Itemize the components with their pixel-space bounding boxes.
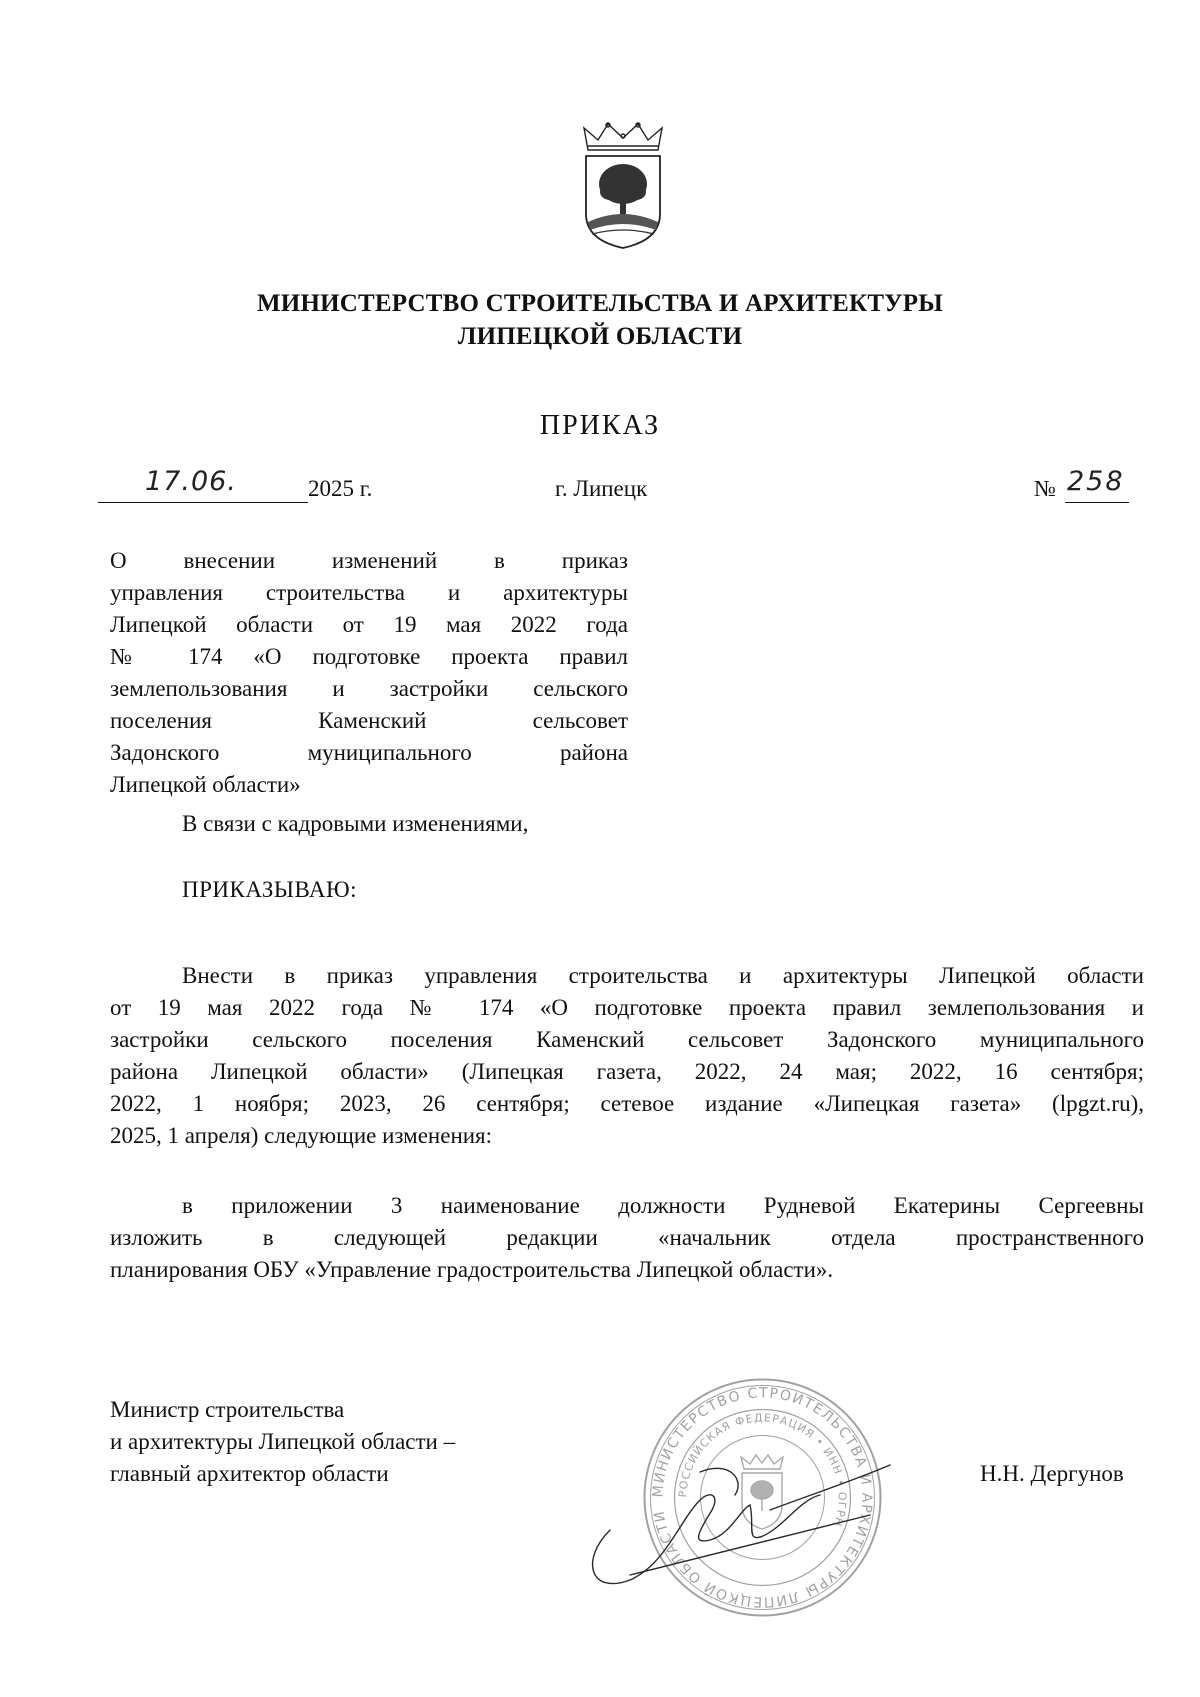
ministry-name-line2: ЛИПЕЦКОЙ ОБЛАСТИ: [457, 323, 743, 350]
body-paragraph-2: [110, 1190, 1144, 1286]
document-type: ПРИКАЗ: [539, 410, 661, 441]
date-underline: [98, 502, 308, 503]
subject-line: Задонского муниципального района: [110, 740, 628, 765]
subject-line: № 174 «О подготовке проекта правил: [110, 644, 628, 669]
svg-text:РОССИЙСКАЯ ФЕДЕРАЦИЯ • ИНН • О: РОССИЙСКАЯ ФЕДЕРАЦИЯ • ИНН • ОГРН: [676, 1411, 849, 1529]
signatory-title-line: Министр строительства: [110, 1397, 345, 1422]
order-word: ПРИКАЗЫВАЮ:: [182, 877, 358, 902]
body-line: 2022, 1 ноября; 2023, 26 сентября; сетевое издание «Липецкая газета» (lpgzt.ru),: [110, 1091, 1144, 1116]
subject-line: Липецкой области от 19 мая 2022 года: [110, 612, 628, 637]
signatory-name: Н.Н. Дергунов: [980, 1461, 1124, 1486]
body-line: изложить в следующей редакции «начальник отдела пространственного: [110, 1225, 1144, 1250]
basis-paragraph: В связи с кадровыми изменениями,: [182, 811, 529, 836]
number-label: №: [1034, 476, 1056, 501]
ministry-name-line1: МИНИСТЕРСТВО СТРОИТЕЛЬСТВА И АРХИТЕКТУРЫ: [257, 290, 943, 317]
handwritten-signature: [570, 1410, 900, 1600]
signatory-title-line: и архитектуры Липецкой области –: [110, 1429, 456, 1454]
body-line: 2025, 1 апреля) следующие изменения:: [110, 1123, 493, 1148]
handwritten-date: 17.06.: [145, 466, 237, 497]
body-line: от 19 мая 2022 года № 174 «О подготовке проекта правил землепользования и: [110, 995, 1144, 1020]
body-line: застройки сельского поселения Каменский сельсовет Задонского муниципального: [110, 1027, 1144, 1052]
body-line: района Липецкой области» (Липецкая газета, 2022, 24 мая; 2022, 16 сентября;: [110, 1059, 1144, 1084]
body-line: планирования ОБУ «Управление градостроительства Липецкой области».: [110, 1257, 834, 1282]
subject-line: землепользования и застройки сельского: [110, 676, 628, 701]
subject-line: Липецкой области»: [110, 772, 301, 797]
subject-line: О внесении изменений в приказ: [110, 548, 628, 573]
body-paragraph-1: [110, 960, 1144, 1152]
svg-text:МИНИСТЕРСТВО СТРОИТЕЛЬСТВА И А: МИНИСТЕРСТВО СТРОИТЕЛЬСТВА И АРХИТЕКТУРЫ ЛИПЕЦКОЙ ОБЛАСТИ: [650, 1385, 875, 1610]
signatory-title: [110, 1394, 455, 1490]
body-line: в приложении 3 наименование должности Рудневой Екатерины Сергеевны: [182, 1193, 1144, 1218]
body-line: Внести в приказ управления строительства и архитектуры Липецкой области: [182, 963, 1144, 988]
subject-line: поселения Каменский сельсовет: [110, 708, 628, 733]
subject-line: управления строительства и архитектуры: [110, 580, 628, 605]
handwritten-number: 258: [1067, 466, 1125, 497]
number-underline: [1065, 502, 1129, 503]
document-subject: [110, 545, 628, 801]
signatory-title-line: главный архитектор области: [110, 1461, 389, 1486]
lipetsk-coat-of-arms-icon: [580, 122, 666, 252]
document-city: г. Липецк: [555, 476, 648, 501]
document-year: 2025 г.: [308, 476, 373, 501]
